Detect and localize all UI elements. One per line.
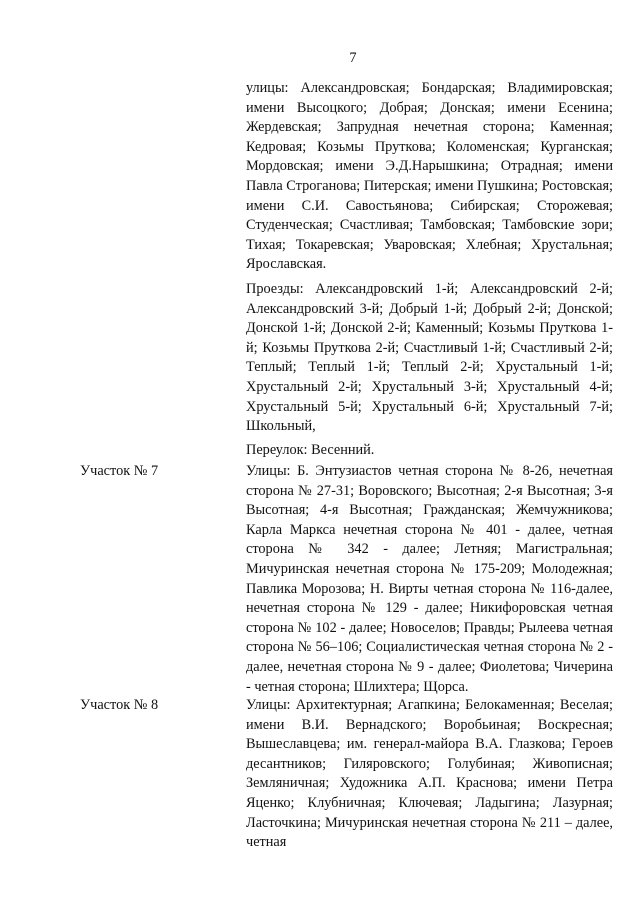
passages-paragraph — [246, 280, 613, 437]
section-8-text-block — [246, 696, 613, 853]
section-7-text: Улицы: Б. Энтузиастов четная сторона № 8-26, нечетная сторона № 27-31; Воровского; Высотная; 2-я Высотная; 3-я Высотная; 4-я Высотная; Гражданская; Жемчужникова; Карла Маркса нечетная сторона № 401 - далее, четная сторона № 342 - далее; Летняя; Магистральная; Мичуринская нечетная сторона № 175-209; Молодежная; Павлика Морозова; Н. Вирты четная сторона № 116-далее, нечетная сторона № 129 - далее; Никифоровская четная сторона № 102 - далее; Новоселов; Правды; Рылеева четная сторона № 56–106; Социалистическая четная сторона № 2 - далее, нечетная сторона № 9 - далее; Фиолетова; Чичерина - четная сторона; Шлихтера; Щорса. — [246, 463, 613, 695]
passages-text: Проезды: Александровский 1-й; Александровский 2-й; Александровский 3-й; Добрый 1-й; Добрый 2-й; Донской; Донской 1-й; Донской 2-й; Каменный; Козьмы Пруткова 1-й; Козьмы Пруткова 2-й; Счастливый 1-й; Счастливый 2-й; Теплый; Теплый 1-й; Теплый 2-й; Хрустальный 1-й; Хрустальный 2-й; Хрустальный 3-й; Хрустальный 4-й; Хрустальный 5-й; Хрустальный 6-й; Хрустальный 7-й; Школьный, — [246, 281, 613, 435]
lane-text: Переулок: Весенний. — [246, 442, 375, 458]
streets-text: улицы: Александровская; Бондарская; Владимировская; имени Высоцкого; Добрая; Донская; имени Есенина; Жердевская; Запрудная нечетная сторона; Каменная; Кедровая; Козьмы Пруткова; Коломенская; Курганская; Мордовская; имени Э.Д.Нарышкина; Отрадная; имени Павла Строганова; Питерская; имени Пушкина; Ростовская; имени С.И. Савостьянова; Сибирская; Сторожевая; Студенческая; Счастливая; Тамбовская; Тамбовские зори; Тихая; Токаревская; Уваровская; Хлебная; Хрустальная; Ярославская. — [246, 80, 613, 273]
section-8-text: Улицы: Архитектурная; Агапкина; Белокаменная; Веселая; имени В.И. Вернадского; Воробьиная; Воскресная; Вышеславцева; им. генерал-майора В.А. Глазкова; Героев десантников; Гиляровского; Голубиная; Живописная; Земляничная; Художника А.П. Краснова; имени Петра Яценко; Клубничная; Ключевая; Ладыгина; Лазурная; Ласточкина; Мичуринская нечетная сторона № 211 – далее, четная — [246, 697, 613, 851]
streets-paragraph — [246, 79, 613, 275]
lane-paragraph — [246, 441, 613, 461]
section-7-text-block — [246, 462, 613, 697]
section-label-7: Участок № 7 — [80, 463, 159, 479]
section-label-8: Участок № 8 — [80, 697, 159, 713]
page-number: 7 — [349, 50, 357, 66]
